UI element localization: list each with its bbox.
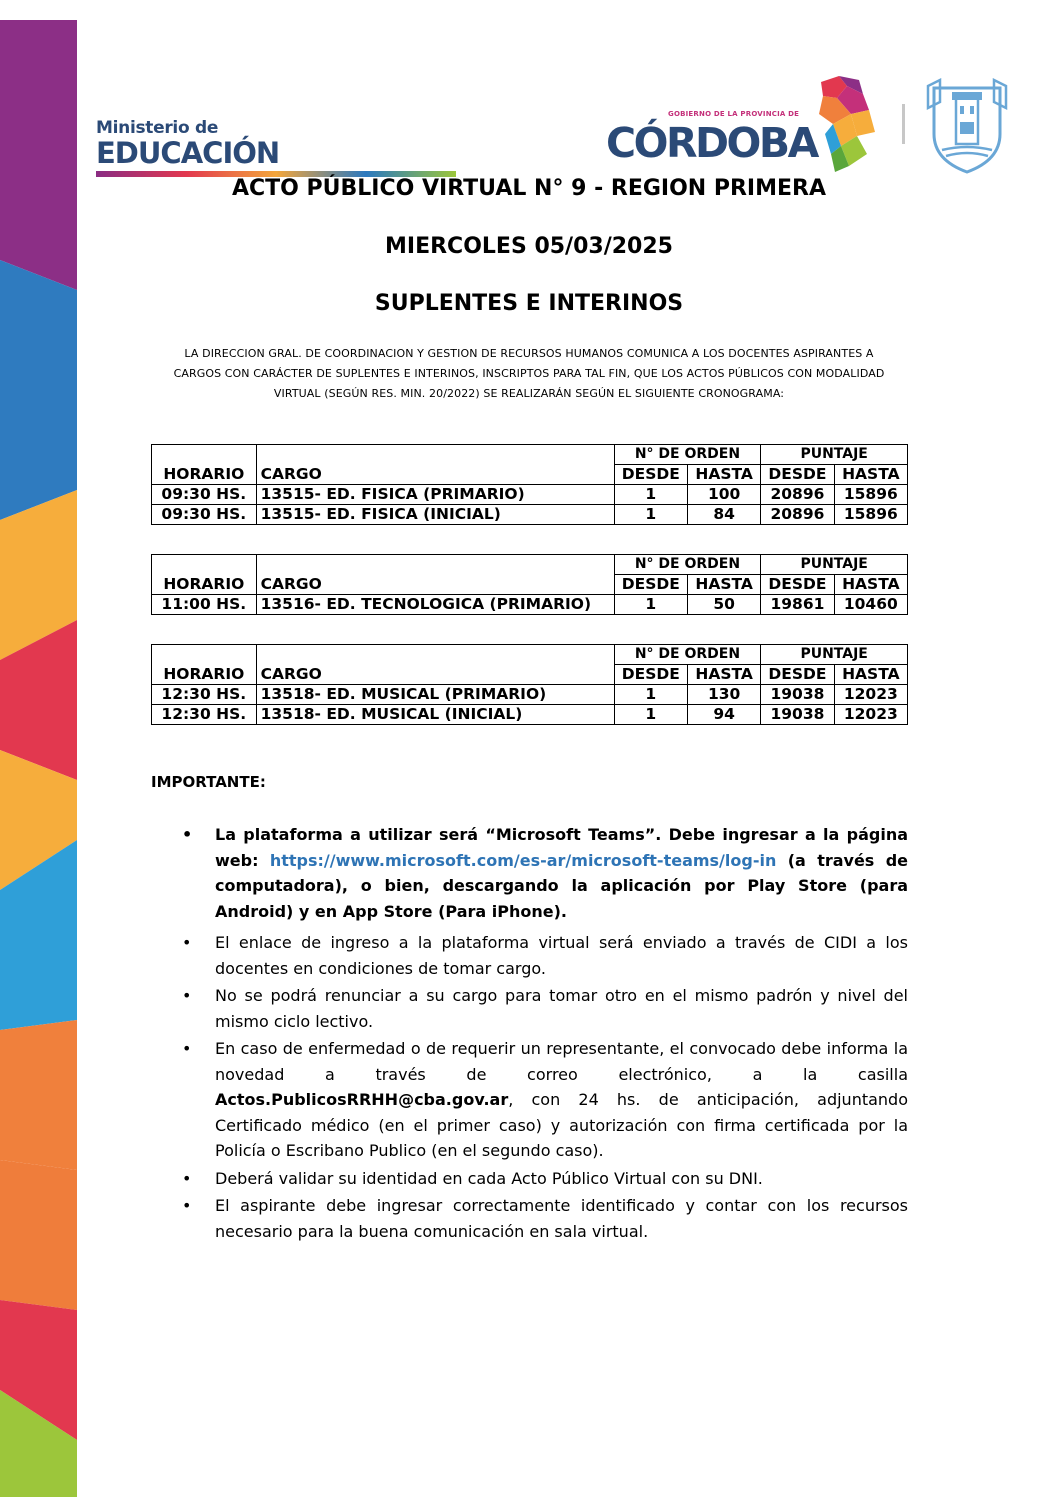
cell-orden-hasta: 94	[687, 705, 760, 725]
header-puntaje: PUNTAJE	[761, 445, 908, 465]
table-row	[152, 685, 908, 705]
header-orden-hasta: HASTA	[687, 575, 760, 595]
importante-list	[151, 822, 908, 1246]
cell-horario: 12:30 HS.	[152, 685, 257, 705]
header-horario: HORARIO	[152, 555, 257, 595]
list-item	[151, 1036, 908, 1164]
page-title: ACTO PÚBLICO VIRTUAL N° 9 - REGION PRIMERA	[231, 176, 827, 201]
header-puntaje-hasta: HASTA	[834, 465, 907, 485]
table-row	[152, 595, 908, 615]
table-row	[152, 505, 908, 525]
cell-orden-desde: 1	[614, 595, 687, 615]
header-orden-hasta: HASTA	[687, 465, 760, 485]
cell-puntaje-desde: 20896	[761, 505, 834, 525]
cell-orden-hasta: 84	[687, 505, 760, 525]
bullet-1-text-start: La plataforma a utilizar será “Microsoft Teams”. Debe ingresar a la página web:	[215, 825, 908, 870]
table-row	[152, 485, 908, 505]
cell-orden-hasta: 100	[687, 485, 760, 505]
cell-puntaje-hasta: 12023	[834, 705, 907, 725]
cordoba-map-icon	[811, 74, 877, 174]
page-subtitle: SUPLENTES E INTERINOS	[374, 291, 684, 316]
header-puntaje-desde: DESDE	[761, 665, 834, 685]
list-item	[151, 983, 908, 1034]
header-orden-hasta: HASTA	[687, 665, 760, 685]
bullet-3-text: No se podrá renunciar a su cargo para tomar otro en el mismo padrón y nivel del mismo ciclo lectivo.	[215, 986, 908, 1031]
teams-login-link[interactable]: https://www.microsoft.com/es-ar/microsoft-teams/log-in	[269, 850, 777, 870]
cell-orden-desde: 1	[614, 485, 687, 505]
logo-gobierno-label: GOBIERNO DE LA PROVINCIA DE	[668, 110, 800, 118]
logo-ministerio-line2: EDUCACIÓN	[96, 136, 280, 170]
list-item	[151, 1166, 908, 1192]
bullet-4-text-start: En caso de enfermedad o de requerir un representante, el convocado debe informa la novedad a través de correo electrónico, a la casilla	[215, 1039, 908, 1084]
header-cargo: CARGO	[256, 555, 614, 595]
gobierno-cordoba-logo	[606, 74, 876, 174]
header-orden: N° DE ORDEN	[614, 445, 761, 465]
header-orden: N° DE ORDEN	[614, 645, 761, 665]
cell-puntaje-desde: 20896	[761, 485, 834, 505]
header-orden-desde: DESDE	[614, 465, 687, 485]
cell-orden-desde: 1	[614, 705, 687, 725]
list-item	[151, 1193, 908, 1244]
bullet-2-text: El enlace de ingreso a la plataforma virtual será enviado a través de CIDI a los docentes en condiciones de tomar cargo.	[215, 933, 908, 978]
bullet-6-text: El aspirante debe ingresar correctamente identificado y contar con los recursos necesario para la buena comunicación en sala virtual.	[215, 1196, 908, 1241]
bullet-icon: •	[182, 933, 192, 952]
bullet-icon: •	[182, 986, 192, 1005]
cell-cargo: 13515- ED. FISICA (INICIAL)	[256, 505, 614, 525]
bullet-icon: •	[182, 1039, 192, 1058]
event-date: MIERCOLES 05/03/2025	[385, 234, 673, 259]
cell-orden-desde: 1	[614, 685, 687, 705]
table-row	[152, 705, 908, 725]
intro-paragraph: LA DIRECCION GRAL. DE COORDINACION Y GESTION DE RECURSOS HUMANOS COMUNICA A LOS DOCENTES ASPIRANTES A CARGOS CON CARÁCTER DE SUPLENTES E INTERINOS, INSCRIPTOS PARA TAL FIN, QUE LOS ACTOS PÚBLICOS CON MODALIDAD VIRTUAL (SEGÚN RES. MIN. 20/2022) SE REALIZARÁN SEGÚN EL SIGUIENTE CRONOGRAMA:	[173, 347, 885, 400]
cell-puntaje-hasta: 15896	[834, 485, 907, 505]
logo-cordoba-label: CÓRDOBA	[606, 119, 817, 167]
logo-ministerio-line1: Ministerio de	[96, 118, 219, 138]
header-orden-desde: DESDE	[614, 665, 687, 685]
cell-horario: 09:30 HS.	[152, 505, 257, 525]
cell-horario: 11:00 HS.	[152, 595, 257, 615]
cell-puntaje-desde: 19038	[761, 705, 834, 725]
schedule-table-2	[151, 554, 908, 615]
header-puntaje-hasta: HASTA	[834, 665, 907, 685]
cell-orden-hasta: 50	[687, 595, 760, 615]
cell-cargo: 13518- ED. MUSICAL (PRIMARIO)	[256, 685, 614, 705]
schedule-table-3	[151, 644, 908, 725]
bullet-icon: •	[182, 1196, 192, 1215]
cell-cargo: 13515- ED. FISICA (PRIMARIO)	[256, 485, 614, 505]
bullet-icon: •	[182, 825, 193, 844]
header-puntaje-desde: DESDE	[761, 575, 834, 595]
cell-puntaje-desde: 19038	[761, 685, 834, 705]
header-horario: HORARIO	[152, 445, 257, 485]
cell-puntaje-hasta: 15896	[834, 505, 907, 525]
list-item	[151, 930, 908, 981]
cell-orden-hasta: 130	[687, 685, 760, 705]
cordoba-coat-of-arms-icon	[926, 78, 1008, 174]
header-orden-desde: DESDE	[614, 575, 687, 595]
bullet-icon: •	[182, 1168, 192, 1188]
bullet-4-text-end: , con 24 hs. de anticipación, adjuntando Certificado médico (en el primer caso) y autorización con firma certificada por la Policía o Escribano Publico (en el segundo caso).	[215, 1090, 908, 1160]
list-item	[151, 822, 908, 924]
importante-heading: IMPORTANTE:	[151, 773, 266, 791]
cell-cargo: 13518- ED. MUSICAL (INICIAL)	[256, 705, 614, 725]
header-horario: HORARIO	[152, 645, 257, 685]
header-puntaje-hasta: HASTA	[834, 575, 907, 595]
header-cargo: CARGO	[256, 645, 614, 685]
contact-email: Actos.PublicosRRHH@cba.gov.ar	[215, 1090, 509, 1109]
header-cargo: CARGO	[256, 445, 614, 485]
bullet-5-text: Deberá validar su identidad en cada Acto Público Virtual con su DNI.	[215, 1168, 763, 1188]
bullet-1-text-end: (a través de computadora), o bien, descargando la aplicación por Play Store (para Android) y en App Store (Para iPhone).	[215, 850, 908, 921]
schedule-table-1	[151, 444, 908, 525]
header-orden: N° DE ORDEN	[614, 555, 761, 575]
cell-puntaje-desde: 19861	[761, 595, 834, 615]
cell-puntaje-hasta: 12023	[834, 685, 907, 705]
header-puntaje: PUNTAJE	[761, 555, 908, 575]
cell-horario: 12:30 HS.	[152, 705, 257, 725]
header-puntaje: PUNTAJE	[761, 645, 908, 665]
ministerio-educacion-logo	[96, 118, 458, 180]
cell-horario: 09:30 HS.	[152, 485, 257, 505]
logo-separator	[902, 104, 905, 144]
cell-cargo: 13516- ED. TECNOLOGICA (PRIMARIO)	[256, 595, 614, 615]
cell-puntaje-hasta: 10460	[834, 595, 907, 615]
cell-orden-desde: 1	[614, 505, 687, 525]
header-puntaje-desde: DESDE	[761, 465, 834, 485]
